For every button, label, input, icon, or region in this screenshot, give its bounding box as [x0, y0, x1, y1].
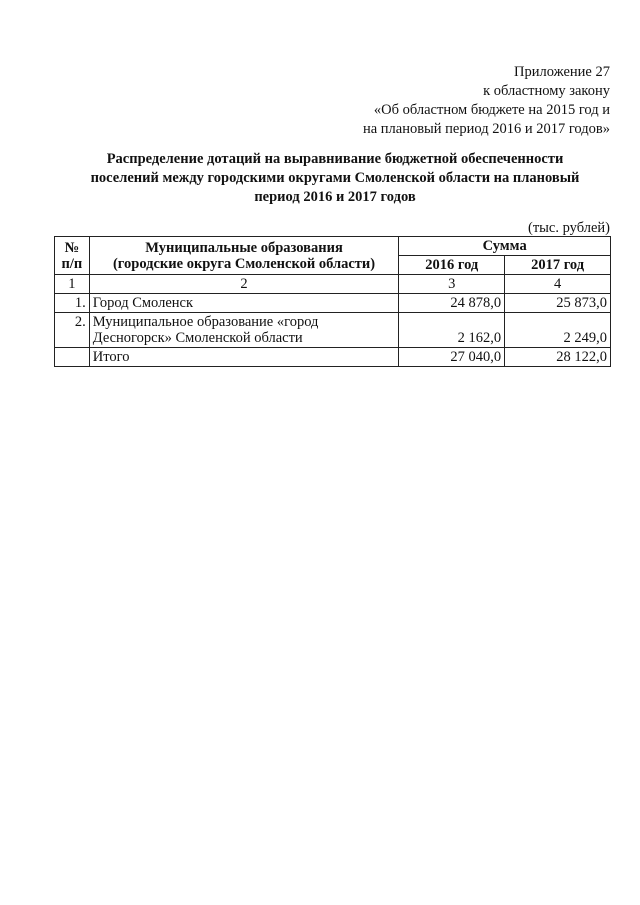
- table-row: [55, 313, 611, 348]
- row-number: 2.: [55, 313, 90, 348]
- header-name-line2: (городские округа Смоленской области): [112, 255, 376, 272]
- header-name: [89, 237, 399, 275]
- row-value-2016: 2 162,0: [399, 313, 505, 348]
- header-row: [55, 237, 611, 256]
- row-name-line1: Муниципальное образование «город: [92, 314, 319, 330]
- appendix-block: [363, 63, 610, 139]
- row-value-2017: 2 249,0: [505, 313, 611, 348]
- units-label: (тыс. рублей): [528, 220, 610, 236]
- column-number: 1: [55, 275, 90, 294]
- appendix-line: «Об областном бюджете на 2015 год и: [373, 102, 610, 118]
- header-name-line1: Муниципальные образования: [145, 239, 343, 256]
- row-value-2016: 24 878,0: [399, 294, 505, 313]
- column-number: 2: [89, 275, 399, 294]
- title-line: Распределение дотаций на выравнивание бюджетной обеспеченности: [106, 151, 564, 167]
- total-value-2017: 28 122,0: [505, 348, 611, 367]
- row-number: 1.: [55, 294, 90, 313]
- column-number: 3: [399, 275, 505, 294]
- total-value-2016: 27 040,0: [399, 348, 505, 367]
- header-num-line2: п/п: [61, 255, 83, 272]
- header-year-2017: 2017 год: [505, 256, 611, 275]
- total-row: [55, 348, 611, 367]
- row-value-2017: 25 873,0: [505, 294, 611, 313]
- appendix-line: Приложение 27: [514, 64, 610, 80]
- row-name: [89, 313, 399, 348]
- header-num: [55, 237, 90, 275]
- row-name-line2: Десногорск» Смоленской области: [92, 330, 303, 346]
- appendix-line: на плановый период 2016 и 2017 годов»: [362, 121, 610, 137]
- document-title: [60, 150, 610, 207]
- title-line: период 2016 и 2017 годов: [254, 189, 416, 205]
- subsidy-table: [54, 236, 611, 367]
- table-row: [55, 294, 611, 313]
- column-number-row: [55, 275, 611, 294]
- column-number: 4: [505, 275, 611, 294]
- header-year-2016: 2016 год: [399, 256, 505, 275]
- header-num-line1: №: [64, 239, 80, 256]
- total-label: Итого: [89, 348, 399, 367]
- total-num-cell: [55, 348, 90, 367]
- header-sum: Сумма: [399, 237, 611, 256]
- row-name: Город Смоленск: [89, 294, 399, 313]
- appendix-line: к областному закону: [483, 83, 610, 99]
- title-line: поселений между городскими округами Смоленской области на плановый: [90, 170, 580, 186]
